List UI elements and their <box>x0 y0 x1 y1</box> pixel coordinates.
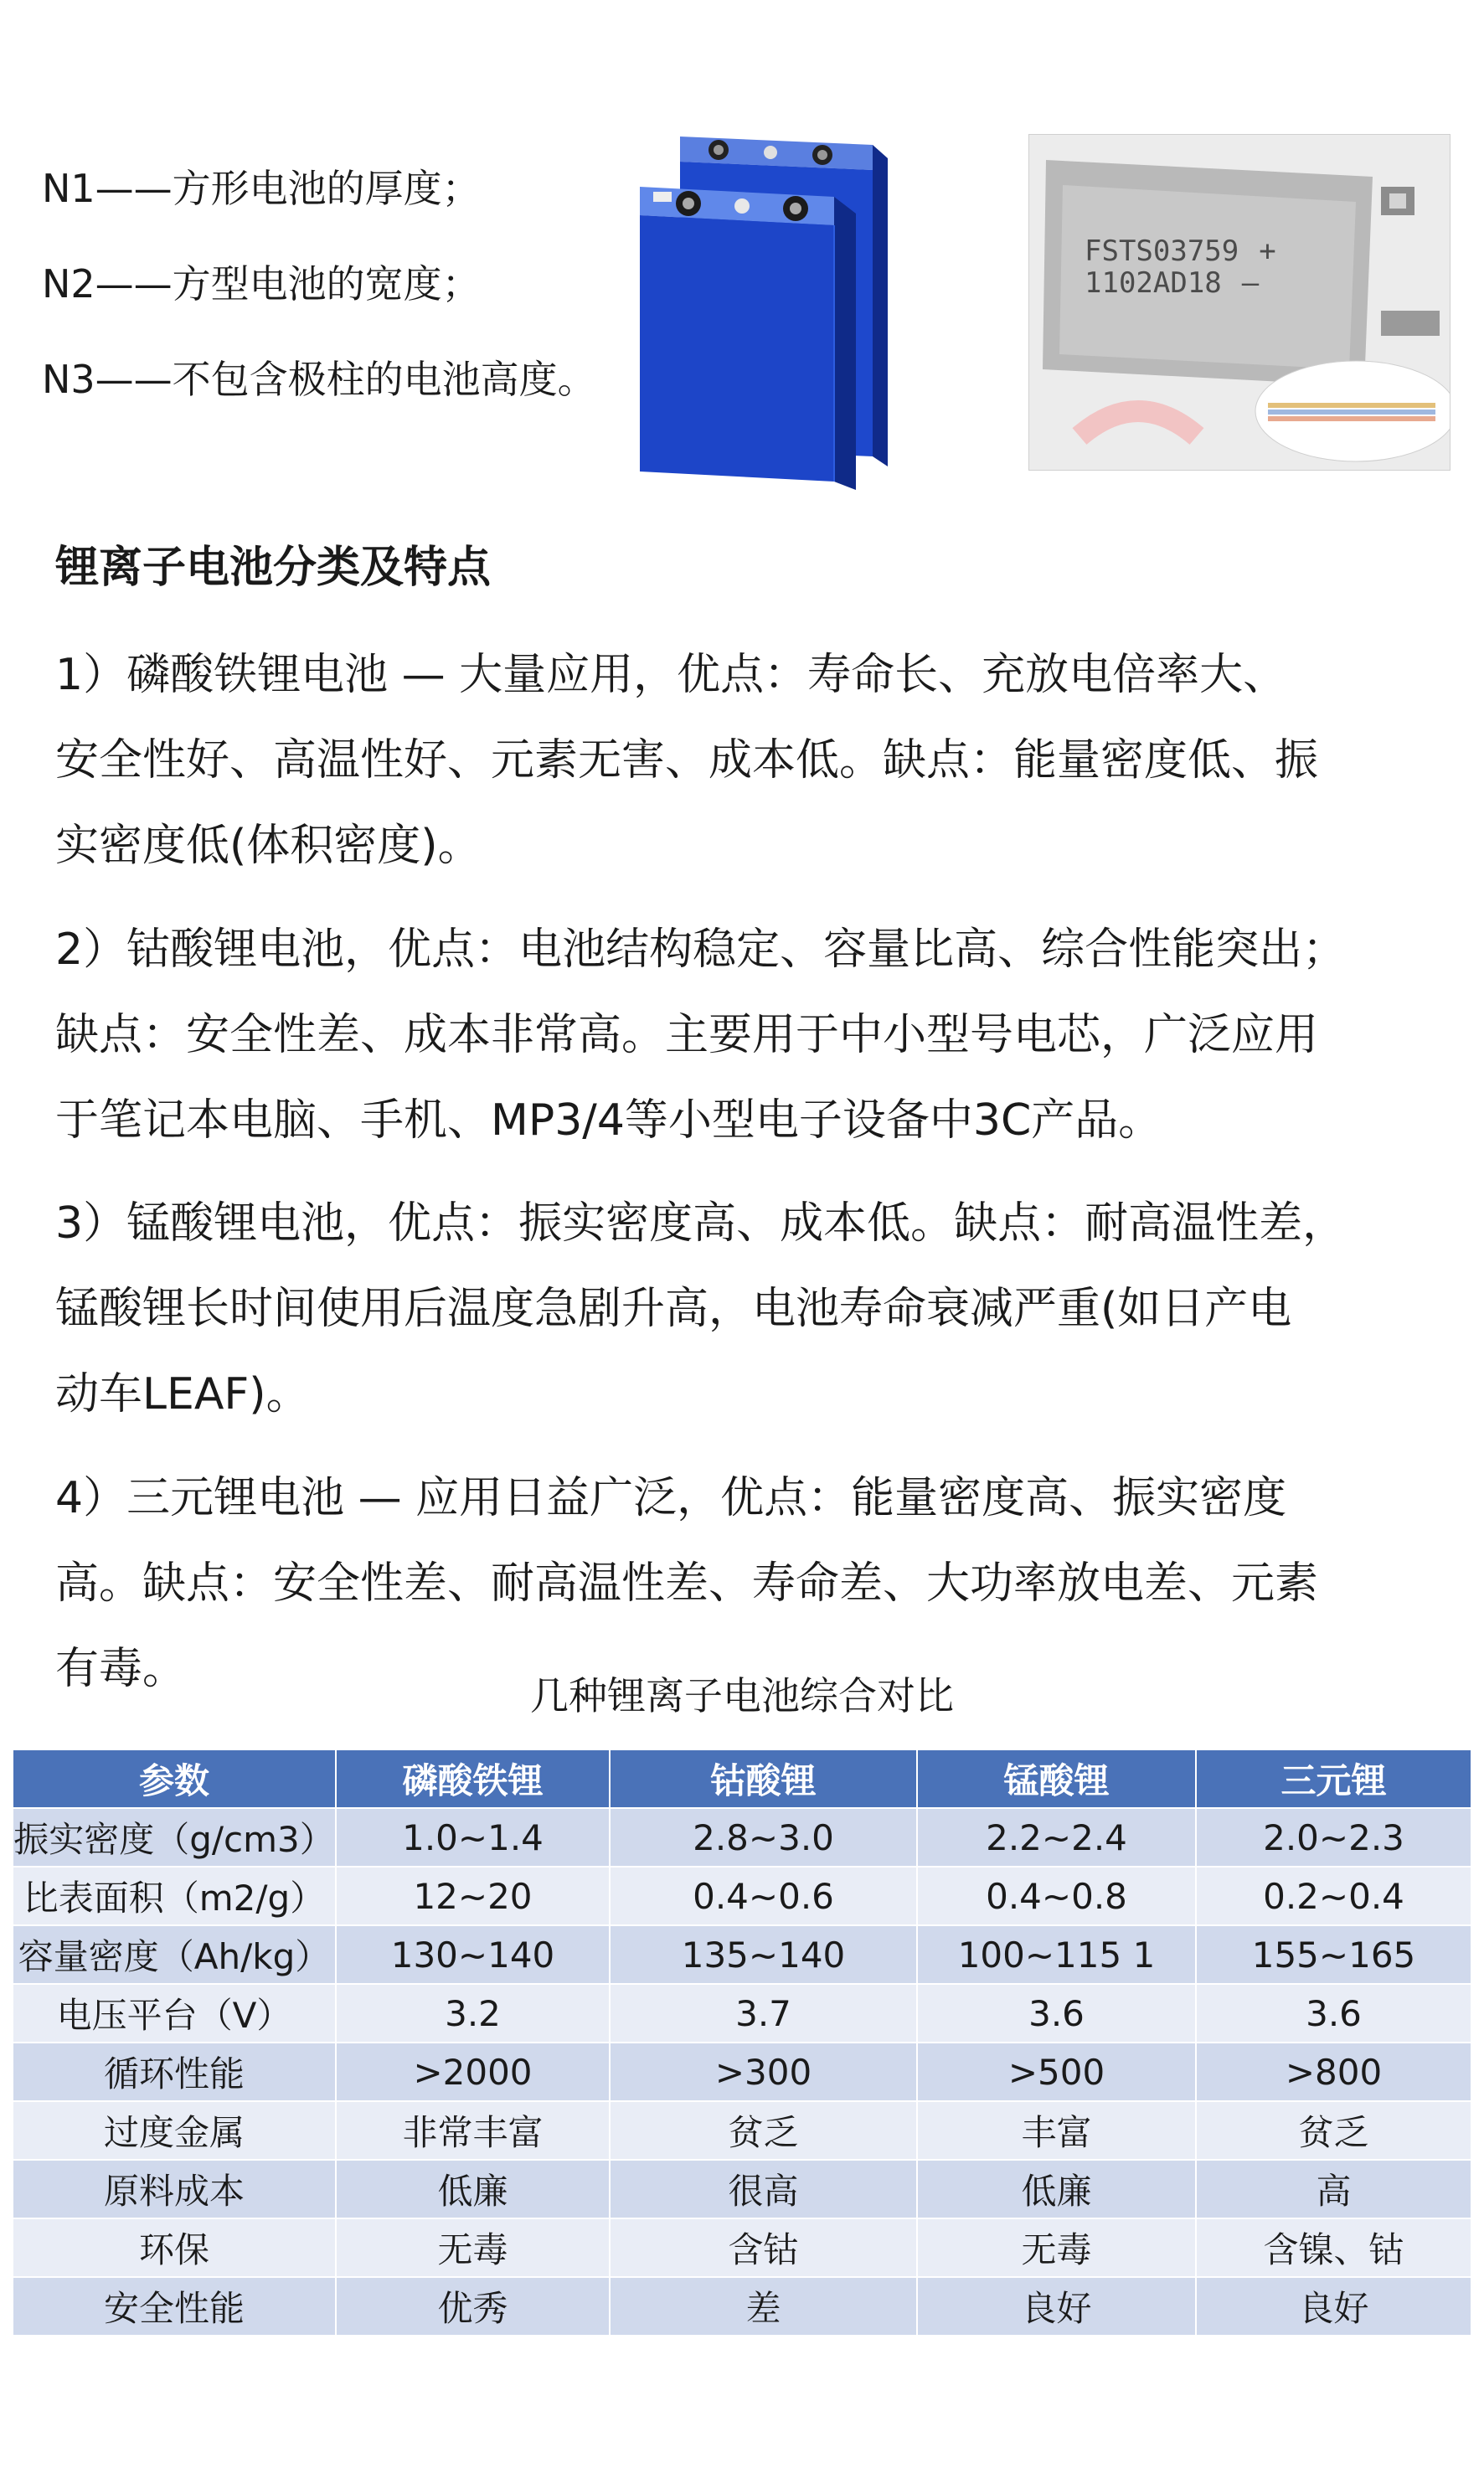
value-cell: 无毒 <box>917 2218 1196 2277</box>
value-cell: 含镍、钴 <box>1196 2218 1471 2277</box>
dimension-notes <box>42 167 645 454</box>
value-cell: 2.0~2.3 <box>1196 1808 1471 1867</box>
note-n1: N1——方形电池的厚度； <box>42 166 481 211</box>
value-cell: 低廉 <box>917 2160 1196 2218</box>
table-row <box>13 1808 1471 1867</box>
value-cell: 3.7 <box>610 1984 917 2043</box>
parameter-cell: 过度金属 <box>13 2101 336 2160</box>
paragraph-line: 3）锰酸锂电池，优点：振实密度高、成本低。缺点：耐高温性差， <box>55 1198 1347 1249</box>
table-caption: 几种锂离子电池综合对比 <box>530 1673 954 1718</box>
value-cell: 0.4~0.8 <box>917 1867 1196 1925</box>
paragraph-lco <box>55 907 1445 1163</box>
value-cell: >300 <box>610 2043 917 2101</box>
parameter-cell: 环保 <box>13 2218 336 2277</box>
value-cell: 0.2~0.4 <box>1196 1867 1471 1925</box>
header-cell: 钴酸锂 <box>610 1749 917 1808</box>
pouch-label <box>1085 235 1276 299</box>
value-cell: 130~140 <box>336 1925 610 1984</box>
value-cell: 良好 <box>1196 2277 1471 2336</box>
paragraph-lfp <box>55 632 1445 889</box>
parameter-cell: 原料成本 <box>13 2160 336 2218</box>
value-cell: 2.2~2.4 <box>917 1808 1196 1867</box>
value-cell: 3.6 <box>1196 1984 1471 2043</box>
comparison-table <box>12 1749 1472 2336</box>
pouch-label-line2: 1102AD18 <box>1085 266 1222 300</box>
value-cell: 155~165 <box>1196 1925 1471 1984</box>
pouch-battery-image <box>1028 134 1451 471</box>
value-cell: 良好 <box>917 2277 1196 2336</box>
value-cell: >2000 <box>336 2043 610 2101</box>
table-row <box>13 2043 1471 2101</box>
header-cell: 锰酸锂 <box>917 1749 1196 1808</box>
table-row <box>13 2160 1471 2218</box>
table-row <box>13 1867 1471 1925</box>
value-cell: 贫乏 <box>610 2101 917 2160</box>
value-cell: 差 <box>610 2277 917 2336</box>
paragraph-line: 高。缺点：安全性差、耐高温性差、寿命差、大功率放电差、元素 <box>55 1559 1319 1609</box>
paragraph-line: 实密度低(体积密度)。 <box>55 821 482 871</box>
paragraph-line: 于笔记本电脑、手机、MP3/4等小型电子设备中3C产品。 <box>55 1095 1162 1146</box>
parameter-cell: 容量密度（Ah/kg） <box>13 1925 336 1984</box>
paragraph-line: 2）钴酸锂电池，优点：电池结构稳定、容量比高、综合性能突出； <box>55 925 1347 975</box>
parameter-cell: 比表面积（m2/g） <box>13 1867 336 1925</box>
pouch-label-line1: FSTS03759 <box>1085 234 1239 268</box>
value-cell: 3.2 <box>336 1984 610 2043</box>
parameter-cell: 电压平台（V） <box>13 1984 336 2043</box>
header-cell: 磷酸铁锂 <box>336 1749 610 1808</box>
parameter-cell: 振实密度（g/cm3） <box>13 1808 336 1867</box>
pouch-battery-drawing <box>1029 135 1450 470</box>
value-cell: 优秀 <box>336 2277 610 2336</box>
header-cell: 三元锂 <box>1196 1749 1471 1808</box>
value-cell: 100~115 1 <box>917 1925 1196 1984</box>
value-cell: 无毒 <box>336 2218 610 2277</box>
minus-mark: — <box>1241 266 1260 300</box>
header-cell: 参数 <box>13 1749 336 1808</box>
note-n2: N2——方型电池的宽度； <box>42 261 481 307</box>
parameter-cell: 安全性能 <box>13 2277 336 2336</box>
paragraph-line: 缺点：安全性差、成本非常高。主要用于中小型号电芯，广泛应用 <box>55 1010 1319 1060</box>
table-row <box>13 2218 1471 2277</box>
paragraph-line: 4）三元锂电池 — 应用日益广泛，优点：能量密度高、振实密度 <box>55 1473 1287 1523</box>
value-cell: 135~140 <box>610 1925 917 1984</box>
table-row <box>13 1925 1471 1984</box>
value-cell: 含钴 <box>610 2218 917 2277</box>
paragraph-line: 动车LEAF)。 <box>55 1369 310 1419</box>
prismatic-battery-image <box>628 121 997 490</box>
table-row <box>13 2277 1471 2336</box>
value-cell: 丰富 <box>917 2101 1196 2160</box>
paragraph-line: 有毒。 <box>55 1644 187 1694</box>
value-cell: 1.0~1.4 <box>336 1808 610 1867</box>
paragraph-line: 1）磷酸铁锂电池 — 大量应用，优点：寿命长、充放电倍率大、 <box>55 650 1287 700</box>
value-cell: >800 <box>1196 2043 1471 2101</box>
value-cell: 贫乏 <box>1196 2101 1471 2160</box>
value-cell: 低廉 <box>336 2160 610 2218</box>
note-n3: N3——不包含极柱的电池高度。 <box>42 357 596 402</box>
paragraph-lmo <box>55 1181 1445 1437</box>
table-header-row <box>13 1749 1471 1808</box>
value-cell: 0.4~0.6 <box>610 1867 917 1925</box>
value-cell: >500 <box>917 2043 1196 2101</box>
paragraph-line: 安全性好、高温性好、元素无害、成本低。缺点：能量密度低、振 <box>55 735 1319 786</box>
value-cell: 高 <box>1196 2160 1471 2218</box>
value-cell: 3.6 <box>917 1984 1196 2043</box>
value-cell: 很高 <box>610 2160 917 2218</box>
value-cell: 12~20 <box>336 1867 610 1925</box>
table-row <box>13 1984 1471 2043</box>
value-cell: 2.8~3.0 <box>610 1808 917 1867</box>
table-row <box>13 2101 1471 2160</box>
paragraph-line: 锰酸锂长时间使用后温度急剧升高，电池寿命衰减严重(如日产电 <box>55 1284 1292 1334</box>
value-cell: 非常丰富 <box>336 2101 610 2160</box>
plus-mark: + <box>1259 234 1276 268</box>
parameter-cell: 循环性能 <box>13 2043 336 2101</box>
section-title: 锂离子电池分类及特点 <box>55 543 492 593</box>
